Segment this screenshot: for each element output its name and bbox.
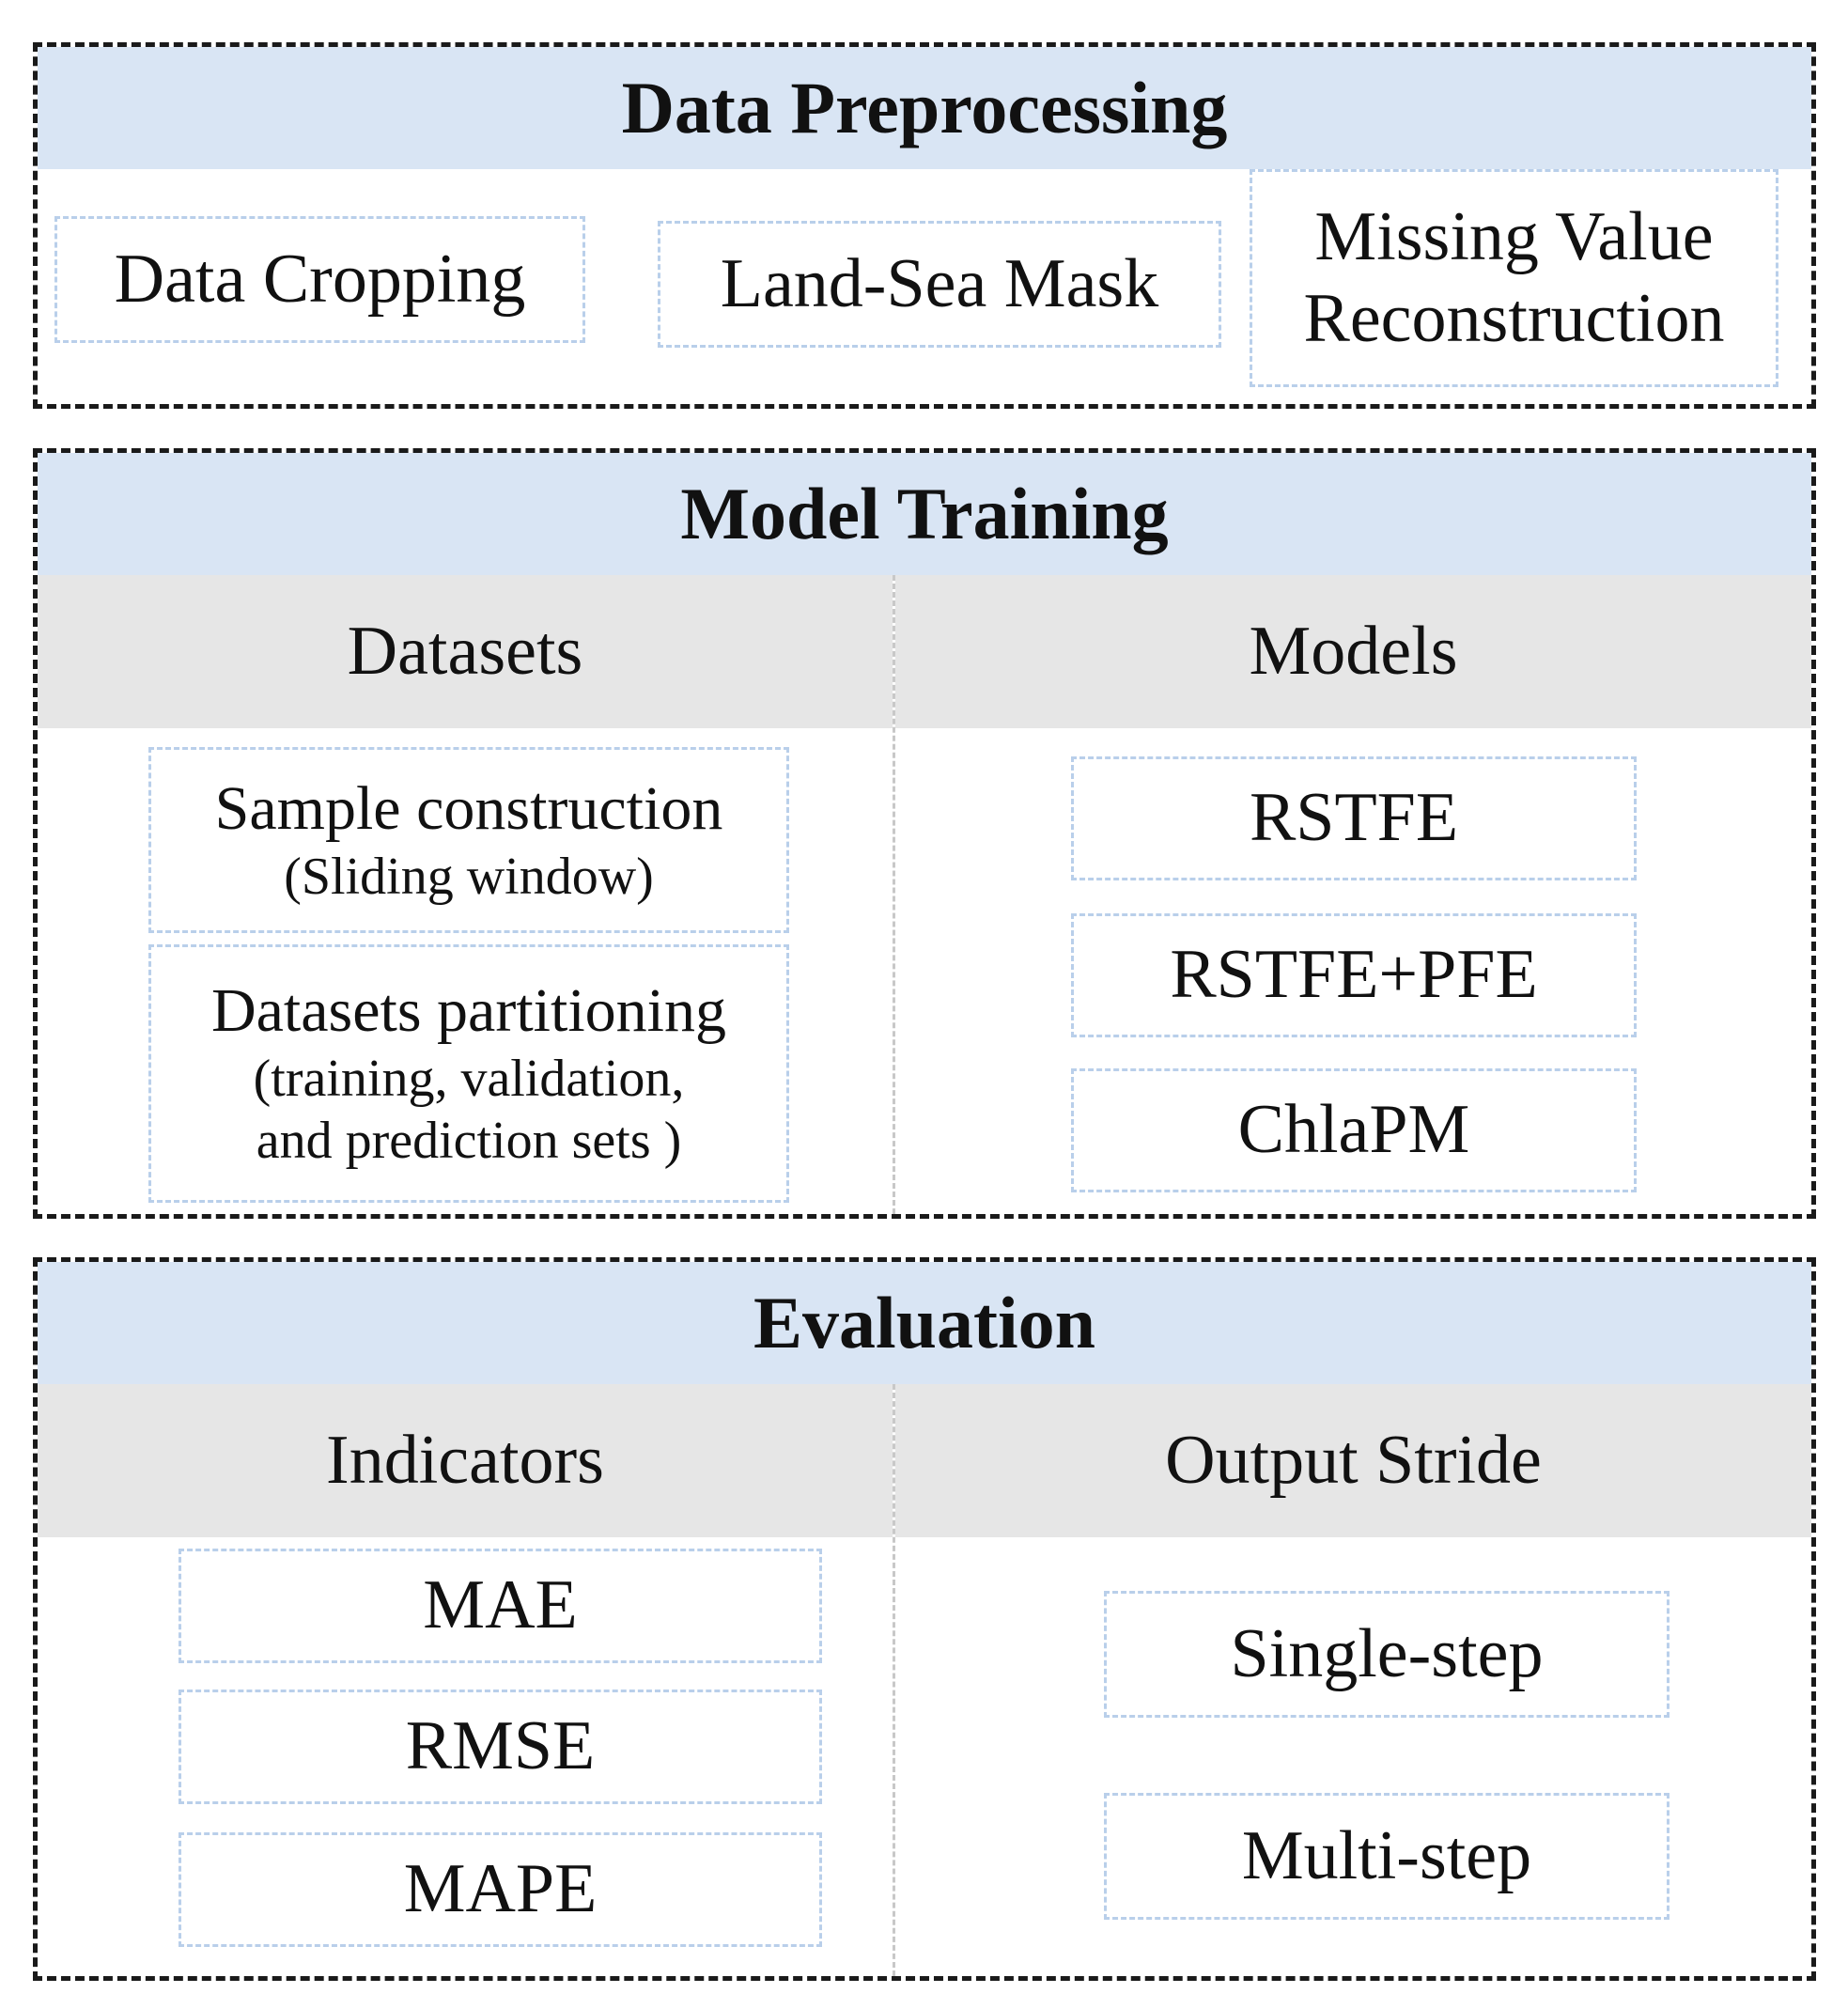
missing-value-line1: Missing Value	[1314, 197, 1714, 275]
data-preprocessing-title: Data Preprocessing	[38, 47, 1811, 169]
model-chlapm-label: ChlaPM	[1237, 1091, 1470, 1169]
sample-construction-label: Sample construction	[214, 774, 723, 844]
model-chlapm-box	[1071, 1068, 1637, 1192]
model-rstfe-label: RSTFE	[1249, 779, 1459, 857]
multi-step-box	[1104, 1793, 1669, 1920]
training-column-divider	[893, 575, 895, 1214]
indicator-mae-label: MAE	[423, 1566, 578, 1644]
datasets-partitioning-box	[148, 944, 789, 1203]
multi-step-label: Multi-step	[1241, 1816, 1532, 1894]
evaluation-title: Evaluation	[38, 1262, 1811, 1384]
sample-construction-box	[148, 747, 789, 933]
land-sea-mask-box	[658, 221, 1221, 348]
output-stride-header: Output Stride	[895, 1384, 1811, 1537]
datasets-header: Datasets	[38, 575, 893, 728]
indicator-mae-box	[179, 1549, 822, 1663]
partitioning-detail-line2: and prediction sets )	[256, 1112, 682, 1171]
model-rstfe-pfe-label: RSTFE+PFE	[1170, 936, 1538, 1014]
data-preprocessing-section	[33, 42, 1816, 409]
evaluation-column-divider	[893, 1384, 895, 1976]
indicator-mape-label: MAPE	[403, 1850, 598, 1928]
models-header: Models	[895, 575, 1811, 728]
missing-value-line2: Reconstruction	[1303, 280, 1725, 357]
single-step-box	[1104, 1591, 1669, 1718]
data-cropping-label: Data Cropping	[114, 240, 526, 318]
evaluation-section	[33, 1257, 1816, 1981]
indicator-mape-box	[179, 1832, 822, 1947]
single-step-label: Single-step	[1230, 1614, 1544, 1692]
indicator-rmse-label: RMSE	[405, 1707, 596, 1785]
datasets-partitioning-label: Datasets partitioning	[210, 976, 727, 1046]
sliding-window-label: (Sliding window)	[284, 847, 654, 906]
land-sea-mask-label: Land-Sea Mask	[720, 244, 1159, 322]
model-training-title: Model Training	[38, 453, 1811, 575]
model-training-section	[33, 448, 1816, 1219]
indicators-header: Indicators	[38, 1384, 893, 1537]
indicator-rmse-box	[179, 1690, 822, 1804]
model-rstfe-pfe-box	[1071, 913, 1637, 1037]
partitioning-detail-line1: (training, validation,	[253, 1050, 685, 1109]
data-cropping-box	[54, 216, 585, 343]
model-rstfe-box	[1071, 756, 1637, 880]
missing-value-reconstruction-box	[1250, 169, 1778, 387]
